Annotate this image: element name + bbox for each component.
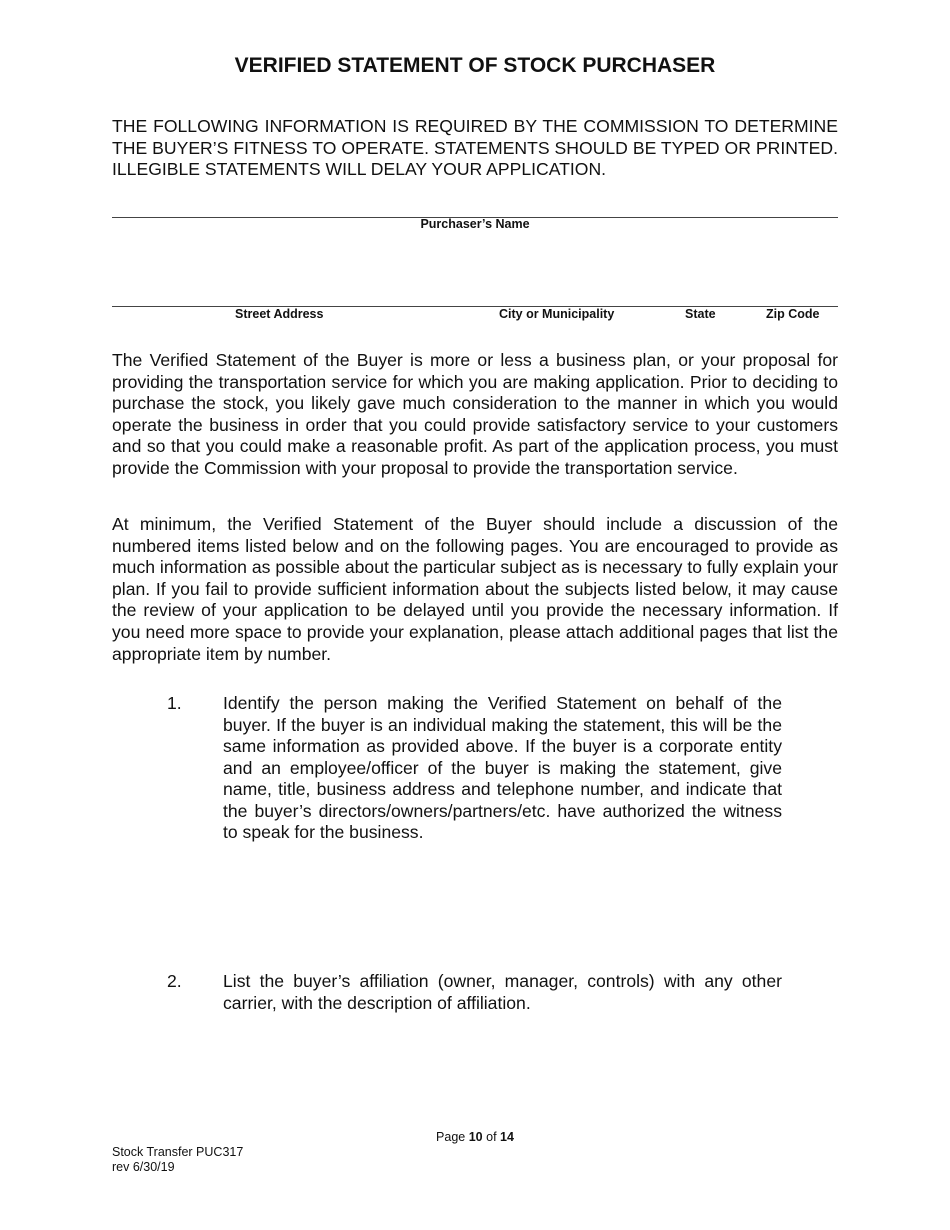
item-1-text: Identify the person making the Verified Statement on behalf of the buyer. If the buyer is an individual making the statement, this will be the same information as provided above. If the buyer is a corporate entity and an employee/officer of the buyer is making the statement, give name, title, business address and telephone number, and indicate that the buyer’s directors/owners/partners/etc. have authorized the witness to speak for the business. — [223, 693, 782, 842]
zip-code-label: Zip Code — [766, 307, 820, 321]
purchaser-name-label: Purchaser’s Name — [420, 217, 530, 231]
form-revision: rev 6/30/19 — [112, 1160, 175, 1174]
page-prefix: Page — [436, 1130, 466, 1144]
item-2-text: List the buyer’s affiliation (owner, manager, controls) with any other carrier, with the description of affiliation. — [223, 971, 782, 1013]
page-number — [0, 1130, 950, 1144]
intro-paragraph: The Verified Statement of the Buyer is more or less a business plan, or your proposal for providing the transportation service for which you are making application. Prior to deciding to purchase the stock, you likely gave much consideration to the manner in which you would operate the business in order that you could provide satisfactory service to your customers and so that you could make a reasonable profit. As part of the application process, you must provide the Commission with your proposal to provide the transportation service. — [112, 350, 838, 478]
form-id: Stock Transfer PUC317 — [112, 1145, 244, 1159]
street-address-label: Street Address — [235, 307, 324, 321]
requirement-notice: THE FOLLOWING INFORMATION IS REQUIRED BY THE COMMISSION TO DETERMINE THE BUYER’S FITNESS TO OPERATE. STATEMENTS SHOULD BE TYPED OR PRINTED. ILLEGIBLE STATEMENTS WILL DELAY YOUR APPLICATION. — [112, 116, 838, 179]
item-1-number: 1. — [167, 693, 182, 713]
page-of: of — [486, 1130, 497, 1144]
page-current: 10 — [468, 1130, 483, 1144]
address-line[interactable] — [112, 306, 838, 307]
form-identifier — [112, 1145, 243, 1175]
document-title: VERIFIED STATEMENT OF STOCK PURCHASER — [234, 54, 716, 77]
instructions-paragraph: At minimum, the Verified Statement of the Buyer should include a discussion of the numbered items listed below and on the following pages. You are encouraged to provide as much information as possible about the particular subject as is necessary to fully explain your plan. If you fail to provide sufficient information about the subjects listed below, it may cause the review of your application to be delayed until you provide the necessary information. If you need more space to provide your explanation, please attach additional pages that list the appropriate item by number. — [112, 514, 838, 664]
item-2-number: 2. — [167, 971, 182, 991]
state-label: State — [685, 307, 716, 321]
city-label: City or Municipality — [499, 307, 615, 321]
page-total: 14 — [500, 1130, 514, 1144]
